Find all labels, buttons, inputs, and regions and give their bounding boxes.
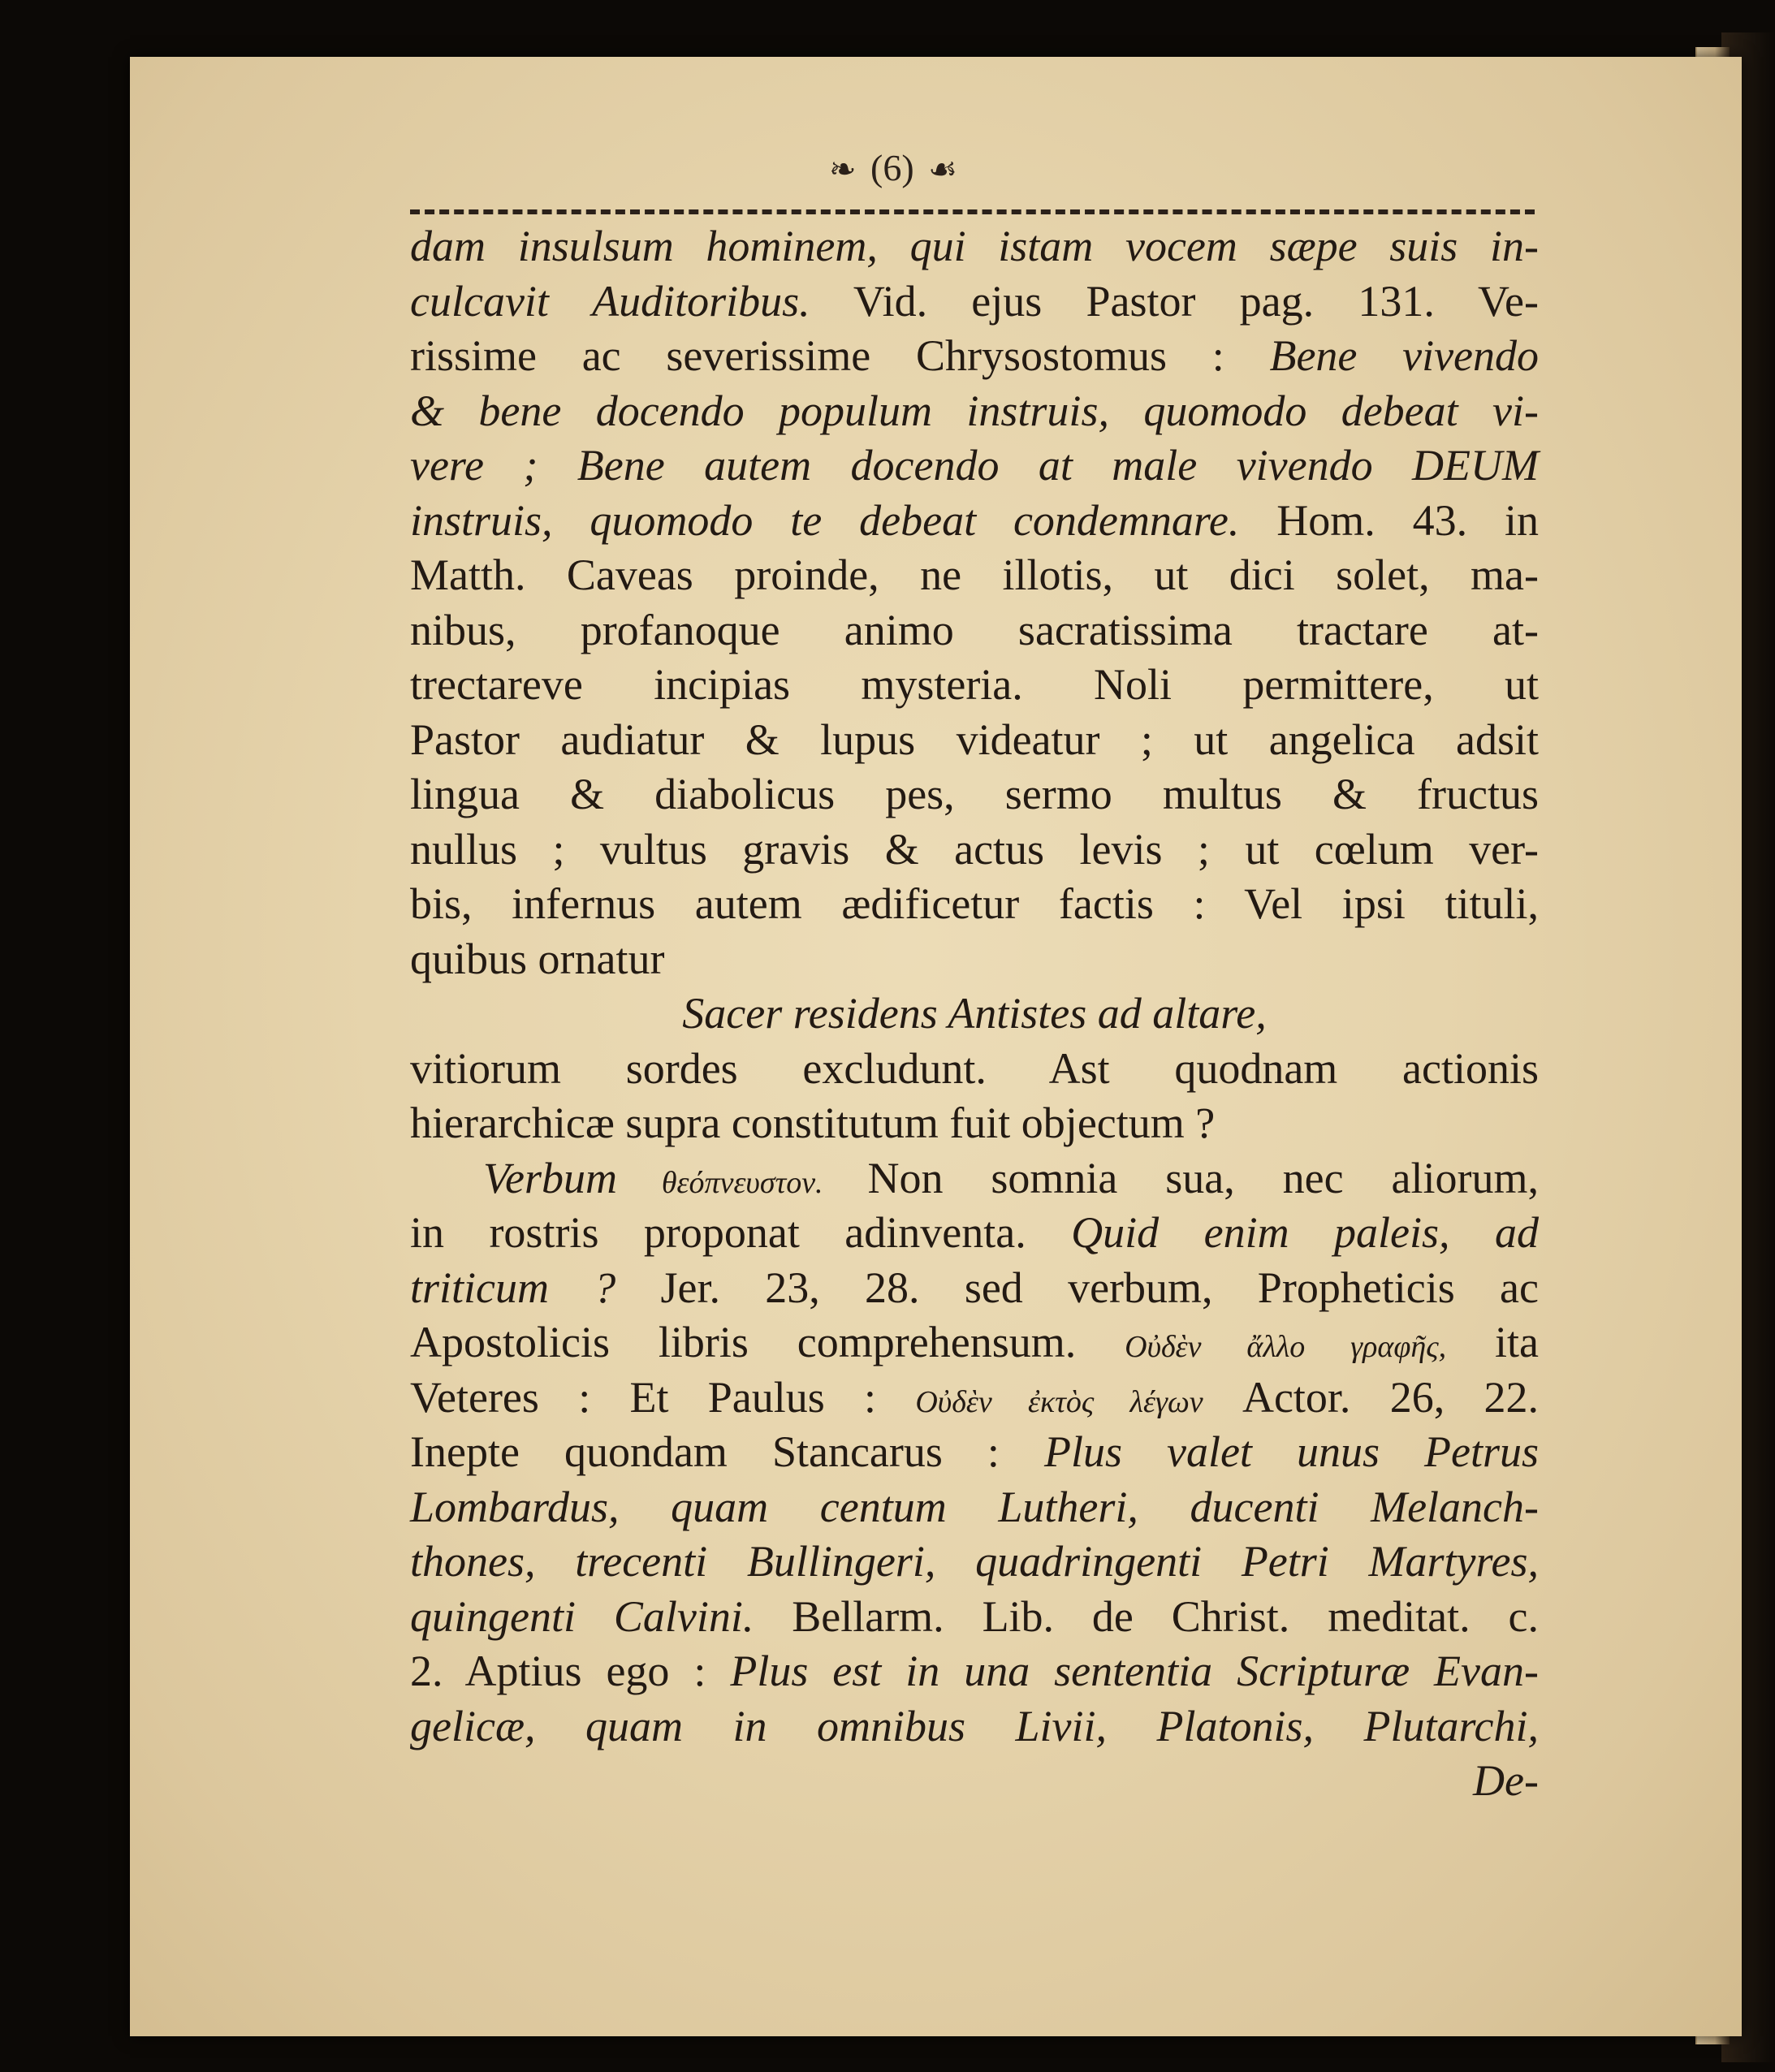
text-segment: Plus est in una sententia Scripturæ Evan-: [730, 1647, 1539, 1695]
body-text: [410, 219, 1539, 1809]
text-line: [410, 1096, 1539, 1151]
text-segment: Quid enim paleis, ad: [1071, 1208, 1539, 1257]
text-line: [410, 384, 1539, 439]
text-segment: Matth. Caveas proinde, ne illotis, ut dici solet, ma-: [410, 550, 1539, 599]
text-segment: trectareve incipias mysteria. Noli permittere, ut: [410, 660, 1539, 709]
header-rule: [410, 209, 1535, 214]
text-line: [410, 986, 1539, 1042]
text-segment: rissime ac severissime Chrysostomus :: [410, 331, 1270, 380]
text-line: [410, 1206, 1539, 1261]
text-line: [410, 1590, 1539, 1645]
text-segment: triticum ?: [410, 1263, 616, 1312]
text-segment: Veteres : Et Paulus :: [410, 1372, 916, 1422]
text-segment: instruis, quomodo te debeat condemnare.: [410, 495, 1240, 545]
text-segment: θεόπνευστον.: [616, 1165, 868, 1200]
page-number: (6): [870, 147, 914, 188]
text-line: [410, 1425, 1539, 1480]
text-line: [410, 494, 1539, 549]
text-line: [410, 658, 1539, 713]
text-segment: quingenti Calvini.: [410, 1591, 754, 1641]
text-segment: & bene docendo populum instruis, quomodo debeat vi-: [410, 386, 1539, 435]
text-segment: bis, infernus autem ædificetur factis : Vel ipsi tituli,: [410, 879, 1539, 928]
text-line: [410, 1754, 1539, 1809]
text-segment: nibus, profanoque animo sacratissima tractare at-: [410, 605, 1539, 654]
text-line: [410, 438, 1539, 494]
text-segment: Plus valet unus Petrus: [1043, 1427, 1539, 1476]
running-head: [406, 146, 1380, 189]
text-segment: thones, trecenti Bullingeri, quadringenti Petri Martyres,: [410, 1537, 1539, 1586]
text-segment: culcavit Auditoribus.: [410, 276, 810, 326]
text-segment: Οὐδὲν ἄλλο γραφῆς,: [1125, 1330, 1447, 1364]
text-segment: De-: [1473, 1756, 1539, 1805]
text-segment: Vid. ejus Pastor pag. 131. Ve-: [810, 276, 1539, 326]
text-line: [410, 1535, 1539, 1590]
text-line: [410, 548, 1539, 603]
text-line: [410, 219, 1539, 274]
fleuron-left-icon: ❧: [828, 151, 857, 188]
text-segment: vere ; Bene autem docendo at male vivendo DEUM: [410, 441, 1539, 490]
text-segment: Actor. 26, 22.: [1203, 1372, 1539, 1422]
text-segment: Sacer residens Antistes ad altare,: [682, 989, 1267, 1038]
text-segment: ita: [1446, 1318, 1539, 1366]
text-segment: Bene vivendo: [1269, 331, 1540, 380]
text-line: [410, 1371, 1539, 1426]
text-segment: hierarchicæ supra constitutum fuit objectum ?: [410, 1099, 1216, 1147]
text-line: [410, 713, 1539, 768]
text-line: [410, 822, 1539, 878]
text-line: [410, 1644, 1539, 1699]
text-line: [410, 767, 1539, 822]
fleuron-right-icon: ☙: [928, 151, 957, 188]
text-segment: Apostolicis libris comprehensum.: [410, 1318, 1125, 1366]
text-segment: gelicæ, quam in omnibus Livii, Platonis, Plutarchi,: [410, 1701, 1539, 1750]
text-segment: Non somnia sua, nec aliorum,: [867, 1153, 1539, 1202]
text-segment: Verbum: [483, 1153, 617, 1202]
text-line: [410, 1151, 1539, 1207]
text-segment: lingua & diabolicus pes, sermo multus & fructus: [410, 770, 1539, 818]
text-segment: in rostris proponat adinventa.: [410, 1208, 1072, 1257]
text-line: [410, 1699, 1539, 1755]
text-line: [410, 274, 1539, 330]
text-segment: Jer. 23, 28. sed verbum, Propheticis ac: [615, 1263, 1539, 1312]
text-line: [410, 877, 1539, 932]
text-segment: 2. Aptius ego :: [410, 1647, 731, 1695]
text-segment: nullus ; vultus gravis & actus levis ; ut cœlum ver-: [410, 824, 1539, 874]
text-segment: Hom. 43. in: [1239, 495, 1539, 545]
text-line: [410, 329, 1539, 384]
text-segment: Bellarm. Lib. de Christ. meditat. c.: [754, 1591, 1539, 1641]
text-segment: Lombardus, quam centum Lutheri, ducenti Melanch-: [410, 1482, 1539, 1531]
text-segment: Οὐδὲν ἐκτὸς λέγων: [915, 1384, 1203, 1419]
text-line: [410, 1042, 1539, 1097]
text-line: [410, 603, 1539, 658]
text-segment: vitiorum sordes excludunt. Ast quodnam actionis: [410, 1043, 1539, 1093]
text-line: [410, 1261, 1539, 1316]
text-line: [410, 1315, 1539, 1371]
text-segment: dam insulsum hominem, qui istam vocem sæpe suis in-: [410, 222, 1539, 270]
text-segment: Inepte quondam Stancarus :: [410, 1427, 1044, 1476]
text-line: [410, 1480, 1539, 1535]
text-line: [410, 932, 1539, 987]
text-segment: quibus ornatur: [410, 934, 665, 983]
text-segment: Pastor audiatur & lupus videatur ; ut angelica adsit: [410, 714, 1539, 764]
